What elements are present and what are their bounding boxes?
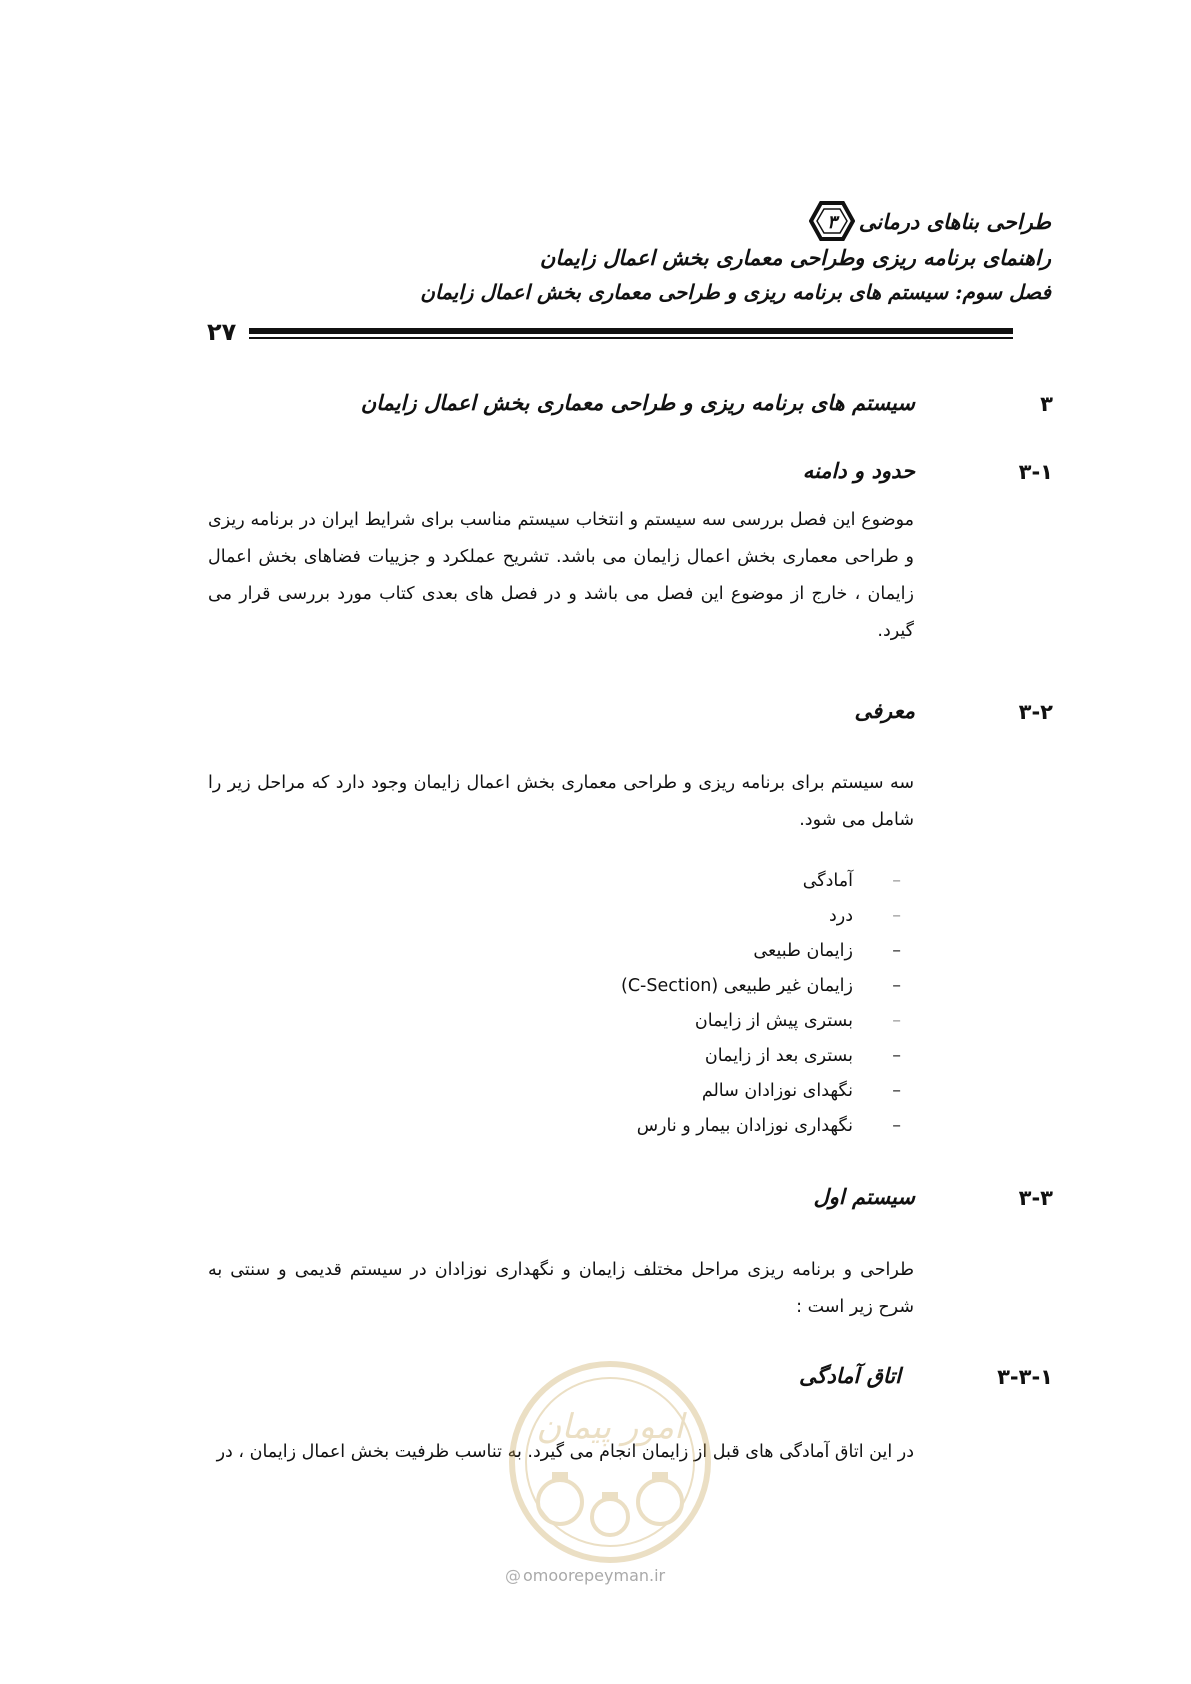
section-number: ۳-۲ — [1018, 700, 1053, 724]
section-number: ۳ — [1040, 392, 1053, 416]
section-number: ۳-۳ — [1018, 1186, 1053, 1210]
dash-bullet-icon: – — [892, 1116, 901, 1136]
stages-list — [621, 864, 901, 1144]
list-item: – درد — [621, 899, 901, 934]
volume-number: ۳ — [826, 212, 837, 233]
svg-text:امور پیمان: امور پیمان — [536, 1407, 684, 1447]
list-item: – نگهدای نوزادان سالم — [621, 1074, 901, 1109]
list-item: – بستری بعد از زایمان — [621, 1039, 901, 1074]
dash-bullet-icon: – — [892, 1081, 901, 1101]
section-number: ۳-۱ — [1018, 460, 1053, 484]
volume-number-hexagon-icon — [809, 200, 855, 242]
list-item: – بستری پیش از زایمان — [621, 1004, 901, 1039]
running-header-book-title — [809, 200, 1051, 242]
section-title: حدود و دامنه — [802, 458, 915, 483]
header-double-rule — [249, 328, 1013, 340]
section-number: ۳-۳-۱ — [997, 1365, 1053, 1389]
body-paragraph: سه سیستم برای برنامه ریزی و طراحی معماری بخش اعمال زایمان وجود دارد که مراحل زیر را شامل می شود. — [208, 773, 914, 830]
chapter-label: فصل سوم: — [955, 280, 1051, 304]
book-title: طراحی بناهای درمانی — [858, 208, 1051, 234]
watermark-url: @ omoorepeyman.ir — [505, 1566, 666, 1585]
chapter-heading — [420, 280, 1051, 304]
section-title: معرفی — [854, 698, 915, 723]
section-title: سیستم های برنامه ریزی و طراحی معماری بخش اعمال زایمان — [360, 390, 915, 415]
dash-bullet-icon: – — [892, 1046, 901, 1066]
page-number: ۲۷ — [207, 318, 237, 346]
dash-bullet-icon: – — [892, 941, 901, 961]
chapter-title: سیستم های برنامه ریزی و طراحی معماری بخش اعمال زایمان — [420, 280, 949, 304]
section-title: سیستم اول — [813, 1184, 915, 1209]
guide-title: راهنمای برنامه ریزی وطراحی معماری بخش اعمال زایمان — [539, 245, 1051, 270]
list-item: – زایمان غیر طبیعی (C-Section) — [621, 969, 901, 1004]
body-paragraph: طراحی و برنامه ریزی مراحل مختلف زایمان و نگهداری نوزادان در سیستم قدیمی و سنتی به شرح زیر است : — [208, 1260, 914, 1317]
dash-bullet-icon: – — [892, 906, 901, 926]
body-paragraph: موضوع این فصل بررسی سه سیستم و انتخاب سیستم مناسب برای شرایط ایران در برنامه ریزی و طراحی معماری بخش اعمال زایمان می باشد. تشریح عملکرد و جزییات فضاهای بخش اعمال زایمان ، خارج از موضوع این فصل می باشد و در فصل های بعدی کتاب مورد بررسی قرار می گیرد. — [208, 510, 914, 641]
body-paragraph: در این اتاق آمادگی های قبل از زایمان انجام می گیرد. به تناسب ظرفیت بخش اعمال زایمان ، در — [216, 1442, 914, 1462]
dash-bullet-icon: – — [892, 976, 901, 996]
dash-bullet-icon: – — [892, 871, 901, 891]
list-item: – آمادگی — [621, 864, 901, 899]
section-title: اتاق آمادگی — [798, 1363, 901, 1388]
list-item: – زایمان طبیعی — [621, 934, 901, 969]
dash-bullet-icon: – — [892, 1011, 901, 1031]
publisher-seal-watermark-icon — [490, 1352, 730, 1592]
list-item: – نگهداری نوزادان بیمار و نارس — [621, 1109, 901, 1144]
at-sign-icon: @ — [505, 1566, 521, 1585]
